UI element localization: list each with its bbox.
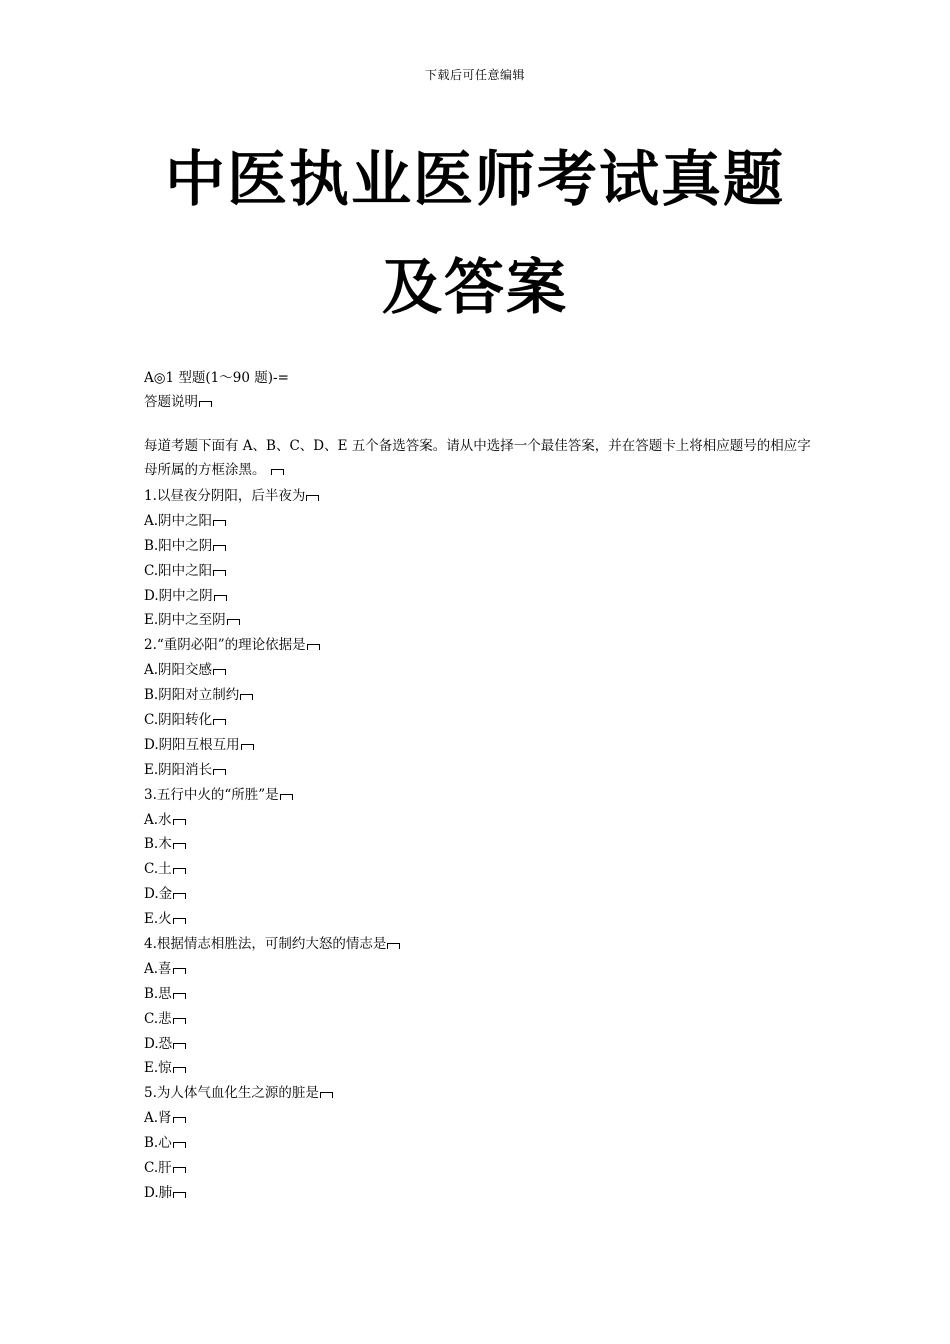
answer-option xyxy=(144,559,816,584)
answer-option-text: B.阳中之阴 xyxy=(144,537,213,554)
answer-option-text: E.阴中之至阴 xyxy=(144,612,226,629)
question-stem-text: 1.以昼夜分阴阳，后半夜为 xyxy=(144,488,306,504)
answer-option xyxy=(144,1032,816,1057)
paragraph-mark-icon xyxy=(306,495,319,501)
answer-option-text: B.阴阳对立制约 xyxy=(144,687,240,704)
answer-option-text: C.肝 xyxy=(144,1160,172,1177)
paragraph-mark-icon xyxy=(173,993,186,999)
answer-option xyxy=(144,957,816,982)
answer-option xyxy=(144,534,816,559)
answer-option xyxy=(144,733,816,758)
paragraph-mark-icon xyxy=(173,968,186,974)
paragraph-mark-icon xyxy=(241,744,254,750)
answer-option-text: E.惊 xyxy=(144,1060,172,1077)
answer-option-text: D.恐 xyxy=(144,1035,173,1052)
question-type-line: A◎1 型题(1～90 题)-= xyxy=(144,370,289,386)
paragraph-mark-icon xyxy=(307,644,320,650)
answer-option xyxy=(144,1156,816,1181)
answer-option-text: B.木 xyxy=(144,836,172,853)
answer-option-text: A.肾 xyxy=(144,1110,172,1127)
question-stem-text: 3.五行中火的“所胜”是 xyxy=(144,786,279,803)
answer-option xyxy=(144,584,816,609)
paragraph-mark-icon xyxy=(213,769,226,775)
document-content xyxy=(144,366,816,1206)
paragraph-mark-icon xyxy=(173,868,186,874)
paragraph-mark-icon xyxy=(173,819,186,825)
paragraph-mark-icon xyxy=(173,1117,186,1123)
paragraph-mark-icon xyxy=(213,570,226,576)
answer-option xyxy=(144,1007,816,1032)
answer-option xyxy=(144,1106,816,1131)
answer-option xyxy=(144,1056,816,1081)
answer-option-text: E.火 xyxy=(144,911,172,928)
question-stem-text: 5.为人体气血化生之源的脏是 xyxy=(144,1085,319,1102)
header-note: 下载后可任意编辑 xyxy=(424,68,525,82)
question-list xyxy=(144,484,816,1206)
answer-option-text: C.阳中之阳 xyxy=(144,562,213,579)
paragraph-mark-icon xyxy=(213,545,226,551)
question-stem-text: 2.“重阴必阳”的理论依据是 xyxy=(144,637,306,654)
answer-option-text: D.阴阳互根互用 xyxy=(144,736,240,753)
answer-option-text: E.阴阳消长 xyxy=(144,761,213,778)
question-stem xyxy=(144,932,816,957)
document-title: 中医执业医师考试真题及答案 xyxy=(165,145,785,323)
answer-option xyxy=(144,683,816,708)
paragraph-mark-icon xyxy=(199,401,212,407)
answer-option-text: A.水 xyxy=(144,811,172,828)
question-stem xyxy=(144,484,816,509)
answer-option xyxy=(144,882,816,907)
answer-option xyxy=(144,832,816,857)
answer-option-text: C.土 xyxy=(144,861,172,878)
paragraph-mark-icon xyxy=(271,469,284,475)
answer-option xyxy=(144,758,816,783)
answer-option-text: D.阴中之阴 xyxy=(144,587,213,604)
answer-option-text: D.肺 xyxy=(144,1184,173,1201)
paragraph-mark-icon xyxy=(173,1067,186,1073)
answer-option xyxy=(144,608,816,633)
answer-option-text: A.阴中之阳 xyxy=(144,512,213,529)
paragraph-mark-icon xyxy=(173,843,186,849)
answer-option xyxy=(144,907,816,932)
answer-option-text: D.金 xyxy=(144,886,173,903)
paragraph-mark-icon xyxy=(280,794,293,800)
answer-option-text: A.喜 xyxy=(144,960,172,977)
paragraph-mark-icon xyxy=(240,694,253,700)
answer-option-text: A.阴阳交感 xyxy=(144,662,213,679)
paragraph-mark-icon xyxy=(387,943,400,949)
answer-option xyxy=(144,1131,816,1156)
instruction-text: 每道考题下面有 A、B、C、D、E 五个备选答案。请从中选择一个最佳答案，并在答题卡上将相应题号的相应字母所属的方框涂黑。 xyxy=(144,438,811,478)
answer-option-text: C.阴阳转化 xyxy=(144,712,213,729)
answer-option xyxy=(144,658,816,683)
paragraph-mark-icon xyxy=(227,619,240,625)
answer-option xyxy=(144,857,816,882)
answer-option-text: B.思 xyxy=(144,985,172,1002)
paragraph-mark-icon xyxy=(173,1192,186,1198)
paragraph-mark-icon xyxy=(213,520,226,526)
instruction-paragraph xyxy=(144,434,816,482)
answer-option xyxy=(144,708,816,733)
paragraph-mark-icon xyxy=(173,918,186,924)
question-stem xyxy=(144,633,816,658)
instruction-label-line xyxy=(144,390,816,414)
instruction-label: 答题说明 xyxy=(144,394,198,410)
answer-option xyxy=(144,509,816,534)
question-stem xyxy=(144,1081,816,1106)
paragraph-mark-icon xyxy=(173,1043,186,1049)
paragraph-mark-icon xyxy=(320,1092,333,1098)
question-stem xyxy=(144,783,816,808)
paragraph-mark-icon xyxy=(173,1142,186,1148)
paragraph-mark-icon xyxy=(173,893,186,899)
paragraph-mark-icon xyxy=(173,1167,186,1173)
answer-option-text: C.悲 xyxy=(144,1010,172,1027)
paragraph-mark-icon xyxy=(214,595,227,601)
answer-option xyxy=(144,982,816,1007)
paragraph-mark-icon xyxy=(213,669,226,675)
answer-option-text: B.心 xyxy=(144,1135,172,1152)
answer-option xyxy=(144,808,816,833)
paragraph-mark-icon xyxy=(173,1018,186,1024)
paragraph-mark-icon xyxy=(213,719,226,725)
answer-option xyxy=(144,1181,816,1206)
question-stem-text: 4.根据情志相胜法，可制约大怒的情志是 xyxy=(144,936,387,953)
